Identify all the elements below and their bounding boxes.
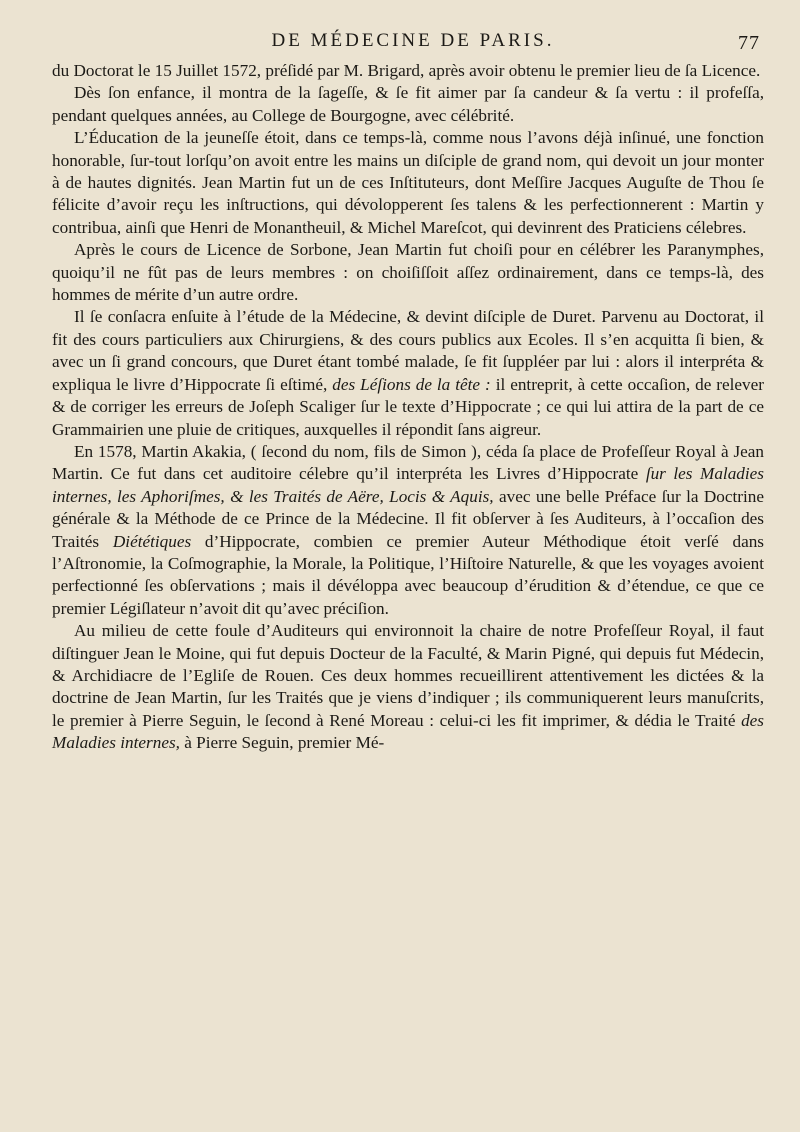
text-run: En 1578, Martin Akakia, ( ſecond du nom, fils de Simon ), céda ſa place de Profeſſeur Royal à Jean Martin. Ce fut dans cet auditoire célebre qu’il interpréta les Livres d’Hippocrate (52, 441, 764, 484)
text-run: il entreprit, à cette occaſion, de relever & de corriger les erreurs de Joſeph Scaliger ſur le texte d’Hippocrate ; ce qui lui attira de la part de ce Grammairien une pluie de critiques, auxquelles il répondit ſans aigreur. (52, 374, 764, 439)
text-run: à Pierre Seguin, premier Mé- (179, 733, 385, 753)
running-head (52, 30, 764, 60)
text-run: avec une belle Préface ſur la Doctrine générale & la Méthode de ce Prince de la Médecine. Il fit obſerver à ſes Auditeurs, à l’occaſion des Traités (52, 486, 764, 551)
text-run: Dès ſon enfance, il montra de la ſageſſe, & ſe fit aimer par ſa candeur & ſa vertu : il profeſſa, pendant quelques années, au College de Bourgogne, avec célébrité. (52, 83, 764, 125)
italic-title: des Maladies internes, (52, 710, 764, 753)
paragraph-3 (52, 127, 764, 239)
body-text (52, 60, 764, 755)
text-run: d’Hippocrate, combien ce premier Auteur Méthodique étoit verſé dans l’Aſtronomie, la Coſmographie, la Morale, la Politique, l’Hiſtoire Naturelle, & que les voyages avoient perfectionné ſes obſervations ; mais il dévéloppa avec beaucoup d’érudition & d’étendue, ce que ce premier Légiſlateur n’avoit dit qu’avec préciſion. (52, 531, 764, 618)
paragraph-5 (52, 306, 764, 440)
text-run: Après le cours de Licence de Sorbone, Jean Martin fut choiſi pour en célébrer les Paranymphes, quoiqu’il ne fût pas de leurs membres : on choiſiſſoit aſſez ordinairement, dans ce temps-là, des hommes de mérite d’un autre ordre. (52, 240, 764, 305)
running-title: DE MÉDECINE DE PARIS. (271, 30, 555, 51)
text-run: Au milieu de cette foule d’Auditeurs qui environnoit la chaire de notre Profeſſeur Royal, il faut diſtinguer Jean le Moine, qui fut depuis Docteur de la Faculté, & Marin Pigné, qui depuis fut Médecin, & Archidiacre de l’Egliſe de Rouen. Ces deux hommes recueillirent attentivement les dictées & la doctrine de Jean Martin, ſur les Traités que je viens d’indiquer ; ils communiquerent leurs manuſcrits, le premier à Pierre Seguin, le ſecond à René Moreau : celui-ci les fit imprimer, & dédia le Traité (52, 621, 764, 730)
italic-title: ſur les Maladies internes, les Aphoriſmes, & les Traités de Aëre, Locis & Aquis, (52, 464, 764, 506)
paragraph-2 (52, 82, 764, 127)
text-run: L’Éducation de la jeuneſſe étoit, dans ce temps-là, comme nous l’avons déjà inſinué, une fonction honorable, ſur-tout lorſqu’on avoit entre les mains un diſciple de grand nom, qui devoit un jour monter à de hautes dignités. Jean Martin fut un de ces Inſtituteurs, dont Meſſire Jacques Auguſte de Thou ſe félicite d’avoir reçu les inſtructions, qui dévolopperent ſes talens & les perfectionnerent : Martin y contribua, ainſi que Henri de Monantheuil, & Michel Mareſcot, qui devinrent des Praticiens célebres. (52, 128, 764, 237)
page-number: 77 (738, 32, 760, 54)
paragraph-6 (52, 441, 764, 620)
text-run: Il ſe conſacra enſuite à l’étude de la Médecine, & devint diſciple de Duret. Parvenu au Doctorat, il fit des cours particuliers aux Chirurgiens, & des cours publics aux Ecoles. Il s’en acquitta ſi bien, & avec un ſi grand concours, que Duret étant tombé malade, ſe fit ſuppléer par lui : alors il interpréta & expliqua le livre d’Hippocrate ſi eſtimé, (52, 307, 764, 394)
text-run: du Doctorat le 15 Juillet 1572, préſidé par M. Brigard, après avoir obtenu le premier lieu de ſa Licence. (52, 61, 761, 80)
italic-title: Diététiques (112, 531, 192, 551)
paragraph-4 (52, 239, 764, 306)
paragraph-1 (52, 60, 764, 82)
paragraph-7 (52, 620, 764, 754)
italic-title: des Léſions de la tête : (332, 374, 491, 394)
